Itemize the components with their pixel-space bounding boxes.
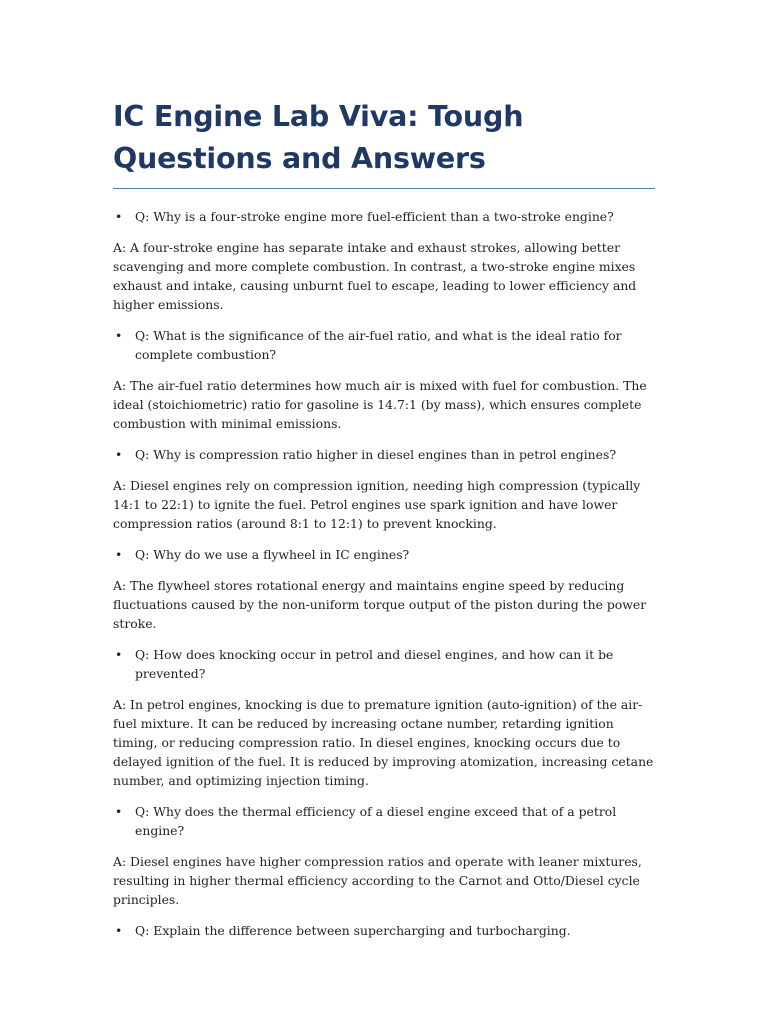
bullet-icon: • (115, 209, 123, 224)
question-item (113, 921, 655, 940)
bullet-icon: • (115, 328, 123, 343)
question-text: Q: Why do we use a flywheel in IC engines? (135, 547, 410, 562)
bullet-icon: • (115, 547, 123, 562)
answer-text: A: Diesel engines rely on compression ignition, needing high compression (typically 14:1 to 22:1) to ignite the fuel. Petrol engines use spark ignition and have lower compression ratios (around 8:1 to 12:1) to prevent knocking. (113, 478, 641, 531)
question-text: Q: Why does the thermal efficiency of a diesel engine exceed that of a petrol engine? (135, 804, 617, 838)
question-item (113, 445, 655, 464)
question-text: Q: Why is a four-stroke engine more fuel-efficient than a two-stroke engine? (135, 209, 614, 224)
question-text: Q: Why is compression ratio higher in diesel engines than in petrol engines? (135, 447, 616, 462)
bullet-icon: • (115, 647, 123, 662)
answer-text: A: The flywheel stores rotational energy and maintains engine speed by reducing fluctuations caused by the non-uniform torque output of the piston during the power stroke. (113, 578, 647, 631)
question-text: Q: What is the significance of the air-fuel ratio, and what is the ideal ratio for complete combustion? (135, 328, 622, 362)
question-item (113, 802, 655, 840)
question-item (113, 207, 655, 226)
answer-text: A: Diesel engines have higher compression ratios and operate with leaner mixtures, resulting in higher thermal efficiency according to the Carnot and Otto/Diesel cycle principles. (113, 854, 642, 907)
answer-text: A: The air-fuel ratio determines how much air is mixed with fuel for combustion. The ideal (stoichiometric) ratio for gasoline is 14.7:1 (by mass), which ensures complete combustion with minimal emissions. (113, 378, 647, 431)
bullet-icon: • (115, 923, 123, 938)
answer-text: A: In petrol engines, knocking is due to premature ignition (auto-ignition) of the air-fuel mixture. It can be reduced by increasing octane number, retarding ignition timing, or reducing compression ratio. In diesel engines, knocking occurs due to delayed ignition of the fuel. It is reduced by improving atomization, increasing cetane number, and optimizing injection timing. (113, 697, 654, 788)
question-text: Q: Explain the difference between supercharging and turbocharging. (135, 923, 571, 938)
question-item (113, 645, 655, 683)
question-item (113, 326, 655, 364)
question-item (113, 545, 655, 564)
answer-text: A: A four-stroke engine has separate intake and exhaust strokes, allowing better scavenging and more complete combustion. In contrast, a two-stroke engine mixes exhaust and intake, causing unburnt fuel to escape, leading to lower efficiency and higher emissions. (113, 240, 637, 312)
question-text: Q: How does knocking occur in petrol and diesel engines, and how can it be prevented? (135, 647, 614, 681)
bullet-icon: • (115, 447, 123, 462)
qa-list (113, 207, 655, 940)
bullet-icon: • (115, 804, 123, 819)
page-title: IC Engine Lab Viva: Tough Questions and Answers (113, 96, 655, 189)
